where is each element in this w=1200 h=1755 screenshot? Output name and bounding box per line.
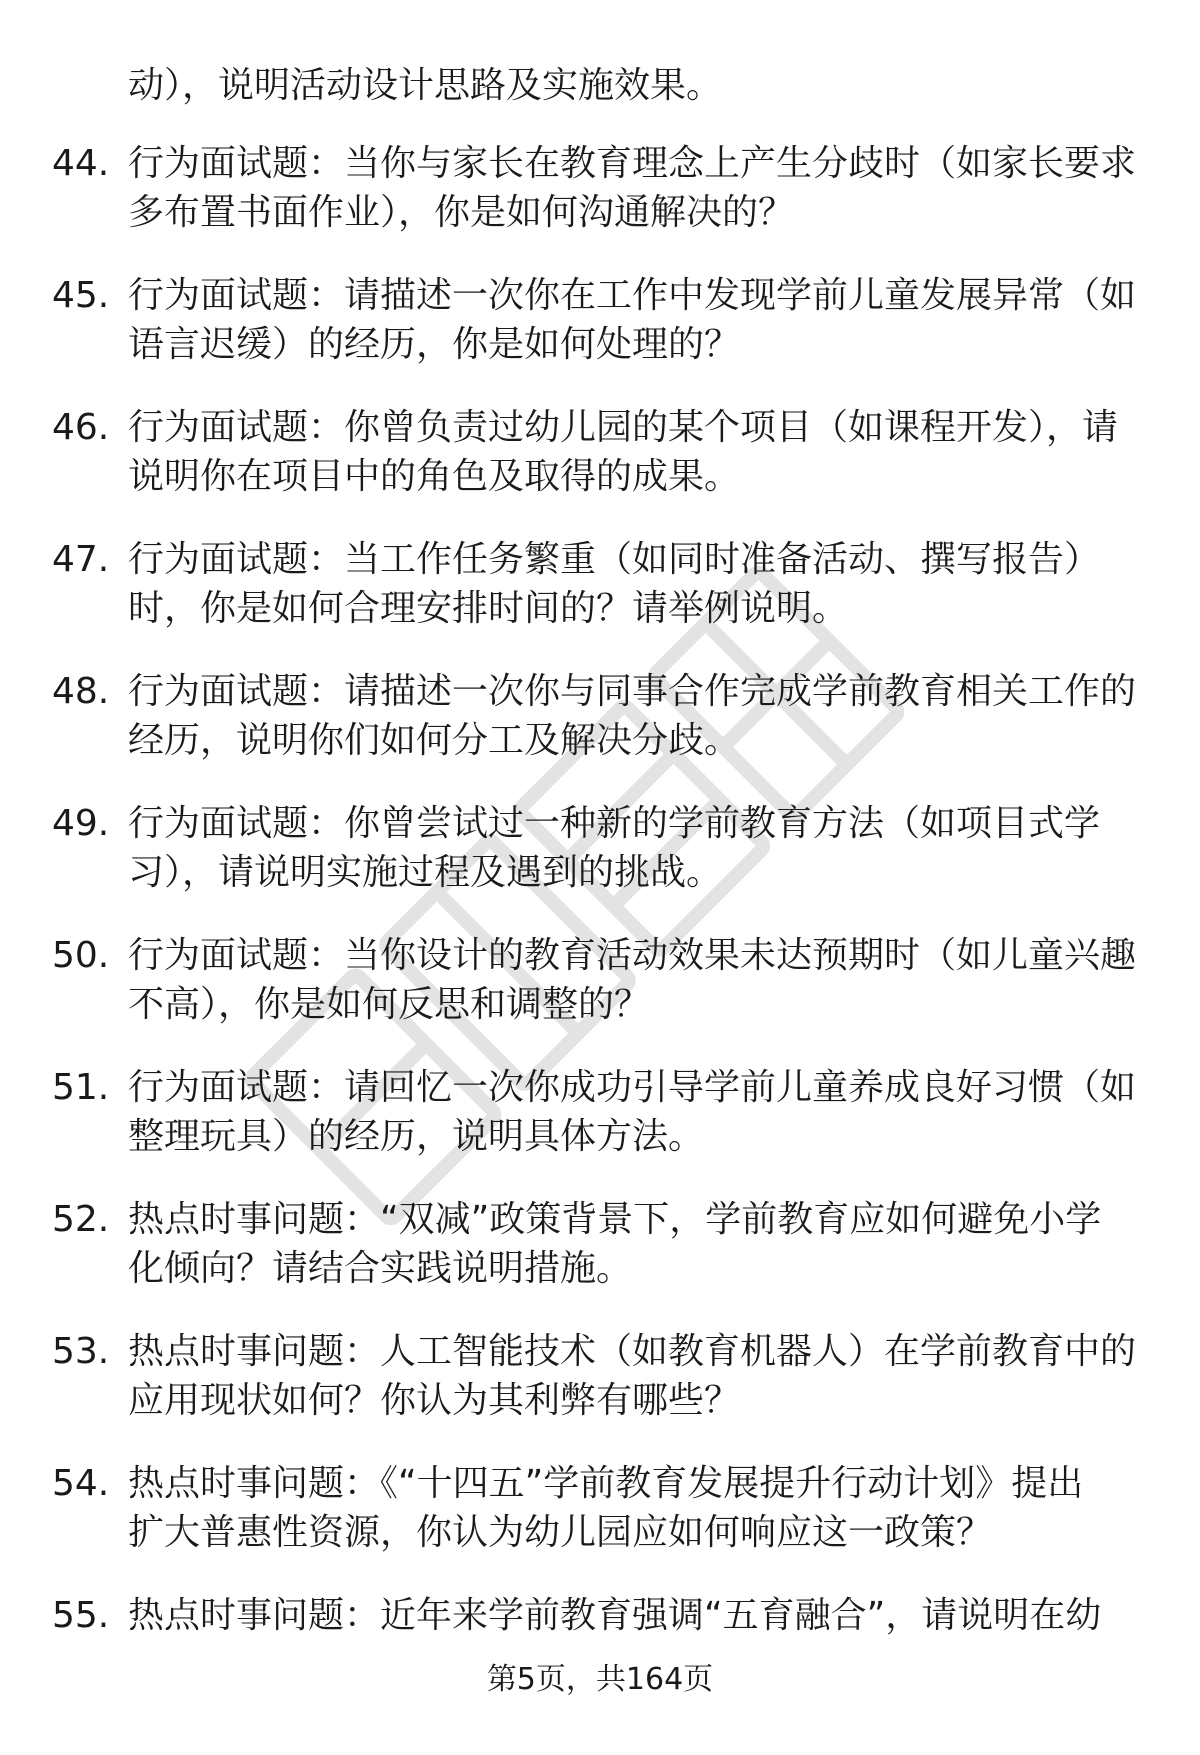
item-text-line: 整理玩具）的经历，说明具体方法。 xyxy=(128,1116,705,1157)
item-text-line: 习），请说明实施过程及遇到的挑战。 xyxy=(128,852,723,893)
item-text-line: 热点时事问题：“双减”政策背景下，学前教育应如何避免小学 xyxy=(128,1199,1102,1240)
list-item xyxy=(0,140,1200,272)
item-text-line: 行为面试题：当你设计的教育活动效果未达预期时（如儿童兴趣 xyxy=(128,935,1137,976)
item-number: 51. xyxy=(52,1067,110,1108)
item-number: 55. xyxy=(52,1595,110,1636)
question-list xyxy=(0,140,1200,1724)
item-number: 48. xyxy=(52,671,110,712)
page-footer: 第5页，共164页 xyxy=(486,1662,714,1697)
item-text-line: 行为面试题：请描述一次你与同事合作完成学前教育相关工作的 xyxy=(128,671,1137,712)
item-number: 54. xyxy=(52,1463,110,1504)
item-text-line: 行为面试题：当工作任务繁重（如同时准备活动、撰写报告） xyxy=(128,539,1101,580)
list-item xyxy=(0,668,1200,800)
item-text-line: 行为面试题：你曾尝试过一种新的学前教育方法（如项目式学 xyxy=(128,803,1101,844)
list-item xyxy=(0,1196,1200,1328)
list-item xyxy=(0,1460,1200,1592)
item-text-line: 不高），你是如何反思和调整的？ xyxy=(128,984,651,1025)
list-item xyxy=(0,536,1200,668)
item-text-line: 时，你是如何合理安排时间的？请举例说明。 xyxy=(128,588,849,629)
item-number: 47. xyxy=(52,539,110,580)
item-text-line: 行为面试题：请回忆一次你成功引导学前儿童养成良好习惯（如 xyxy=(128,1067,1137,1108)
item-text-line: 化倾向？请结合实践说明措施。 xyxy=(128,1248,633,1289)
item-number: 44. xyxy=(52,143,110,184)
list-item xyxy=(0,1064,1200,1196)
item-text-line: 行为面试题：你曾负责过幼儿园的某个项目（如课程开发），请 xyxy=(128,407,1119,448)
item-text-line: 多布置书面作业），你是如何沟通解决的？ xyxy=(128,192,795,233)
item-number: 46. xyxy=(52,407,110,448)
item-text-line: 热点时事问题：近年来学前教育强调“五育融合”，请说明在幼 xyxy=(128,1595,1102,1636)
continuation-line: 动），说明活动设计思路及实施效果。 xyxy=(128,65,723,106)
list-item xyxy=(0,1592,1200,1724)
item-text-line: 热点时事问题：《“十四五”学前教育发展提升行动计划》提出 xyxy=(128,1463,1084,1504)
item-number: 52. xyxy=(52,1199,110,1240)
item-text-line: 经历，说明你们如何分工及解决分歧。 xyxy=(128,720,741,761)
item-text-line: 应用现状如何？你认为其利弊有哪些？ xyxy=(128,1380,741,1421)
item-number: 45. xyxy=(52,275,110,316)
item-number: 50. xyxy=(52,935,110,976)
list-item xyxy=(0,404,1200,536)
list-item xyxy=(0,1328,1200,1460)
item-number: 49. xyxy=(52,803,110,844)
item-text-line: 扩大普惠性资源，你认为幼儿园应如何响应这一政策？ xyxy=(128,1512,993,1553)
item-text-line: 行为面试题：当你与家长在教育理念上产生分歧时（如家长要求 xyxy=(128,143,1137,184)
list-item xyxy=(0,800,1200,932)
item-text-line: 行为面试题：请描述一次你在工作中发现学前儿童发展异常（如 xyxy=(128,275,1137,316)
list-item xyxy=(0,272,1200,404)
list-item xyxy=(0,932,1200,1064)
item-text-line: 热点时事问题：人工智能技术（如教育机器人）在学前教育中的 xyxy=(128,1331,1137,1372)
item-text-line: 语言迟缓）的经历，你是如何处理的？ xyxy=(128,324,741,365)
item-number: 53. xyxy=(52,1331,110,1372)
item-text-line: 说明你在项目中的角色及取得的成果。 xyxy=(128,456,741,497)
